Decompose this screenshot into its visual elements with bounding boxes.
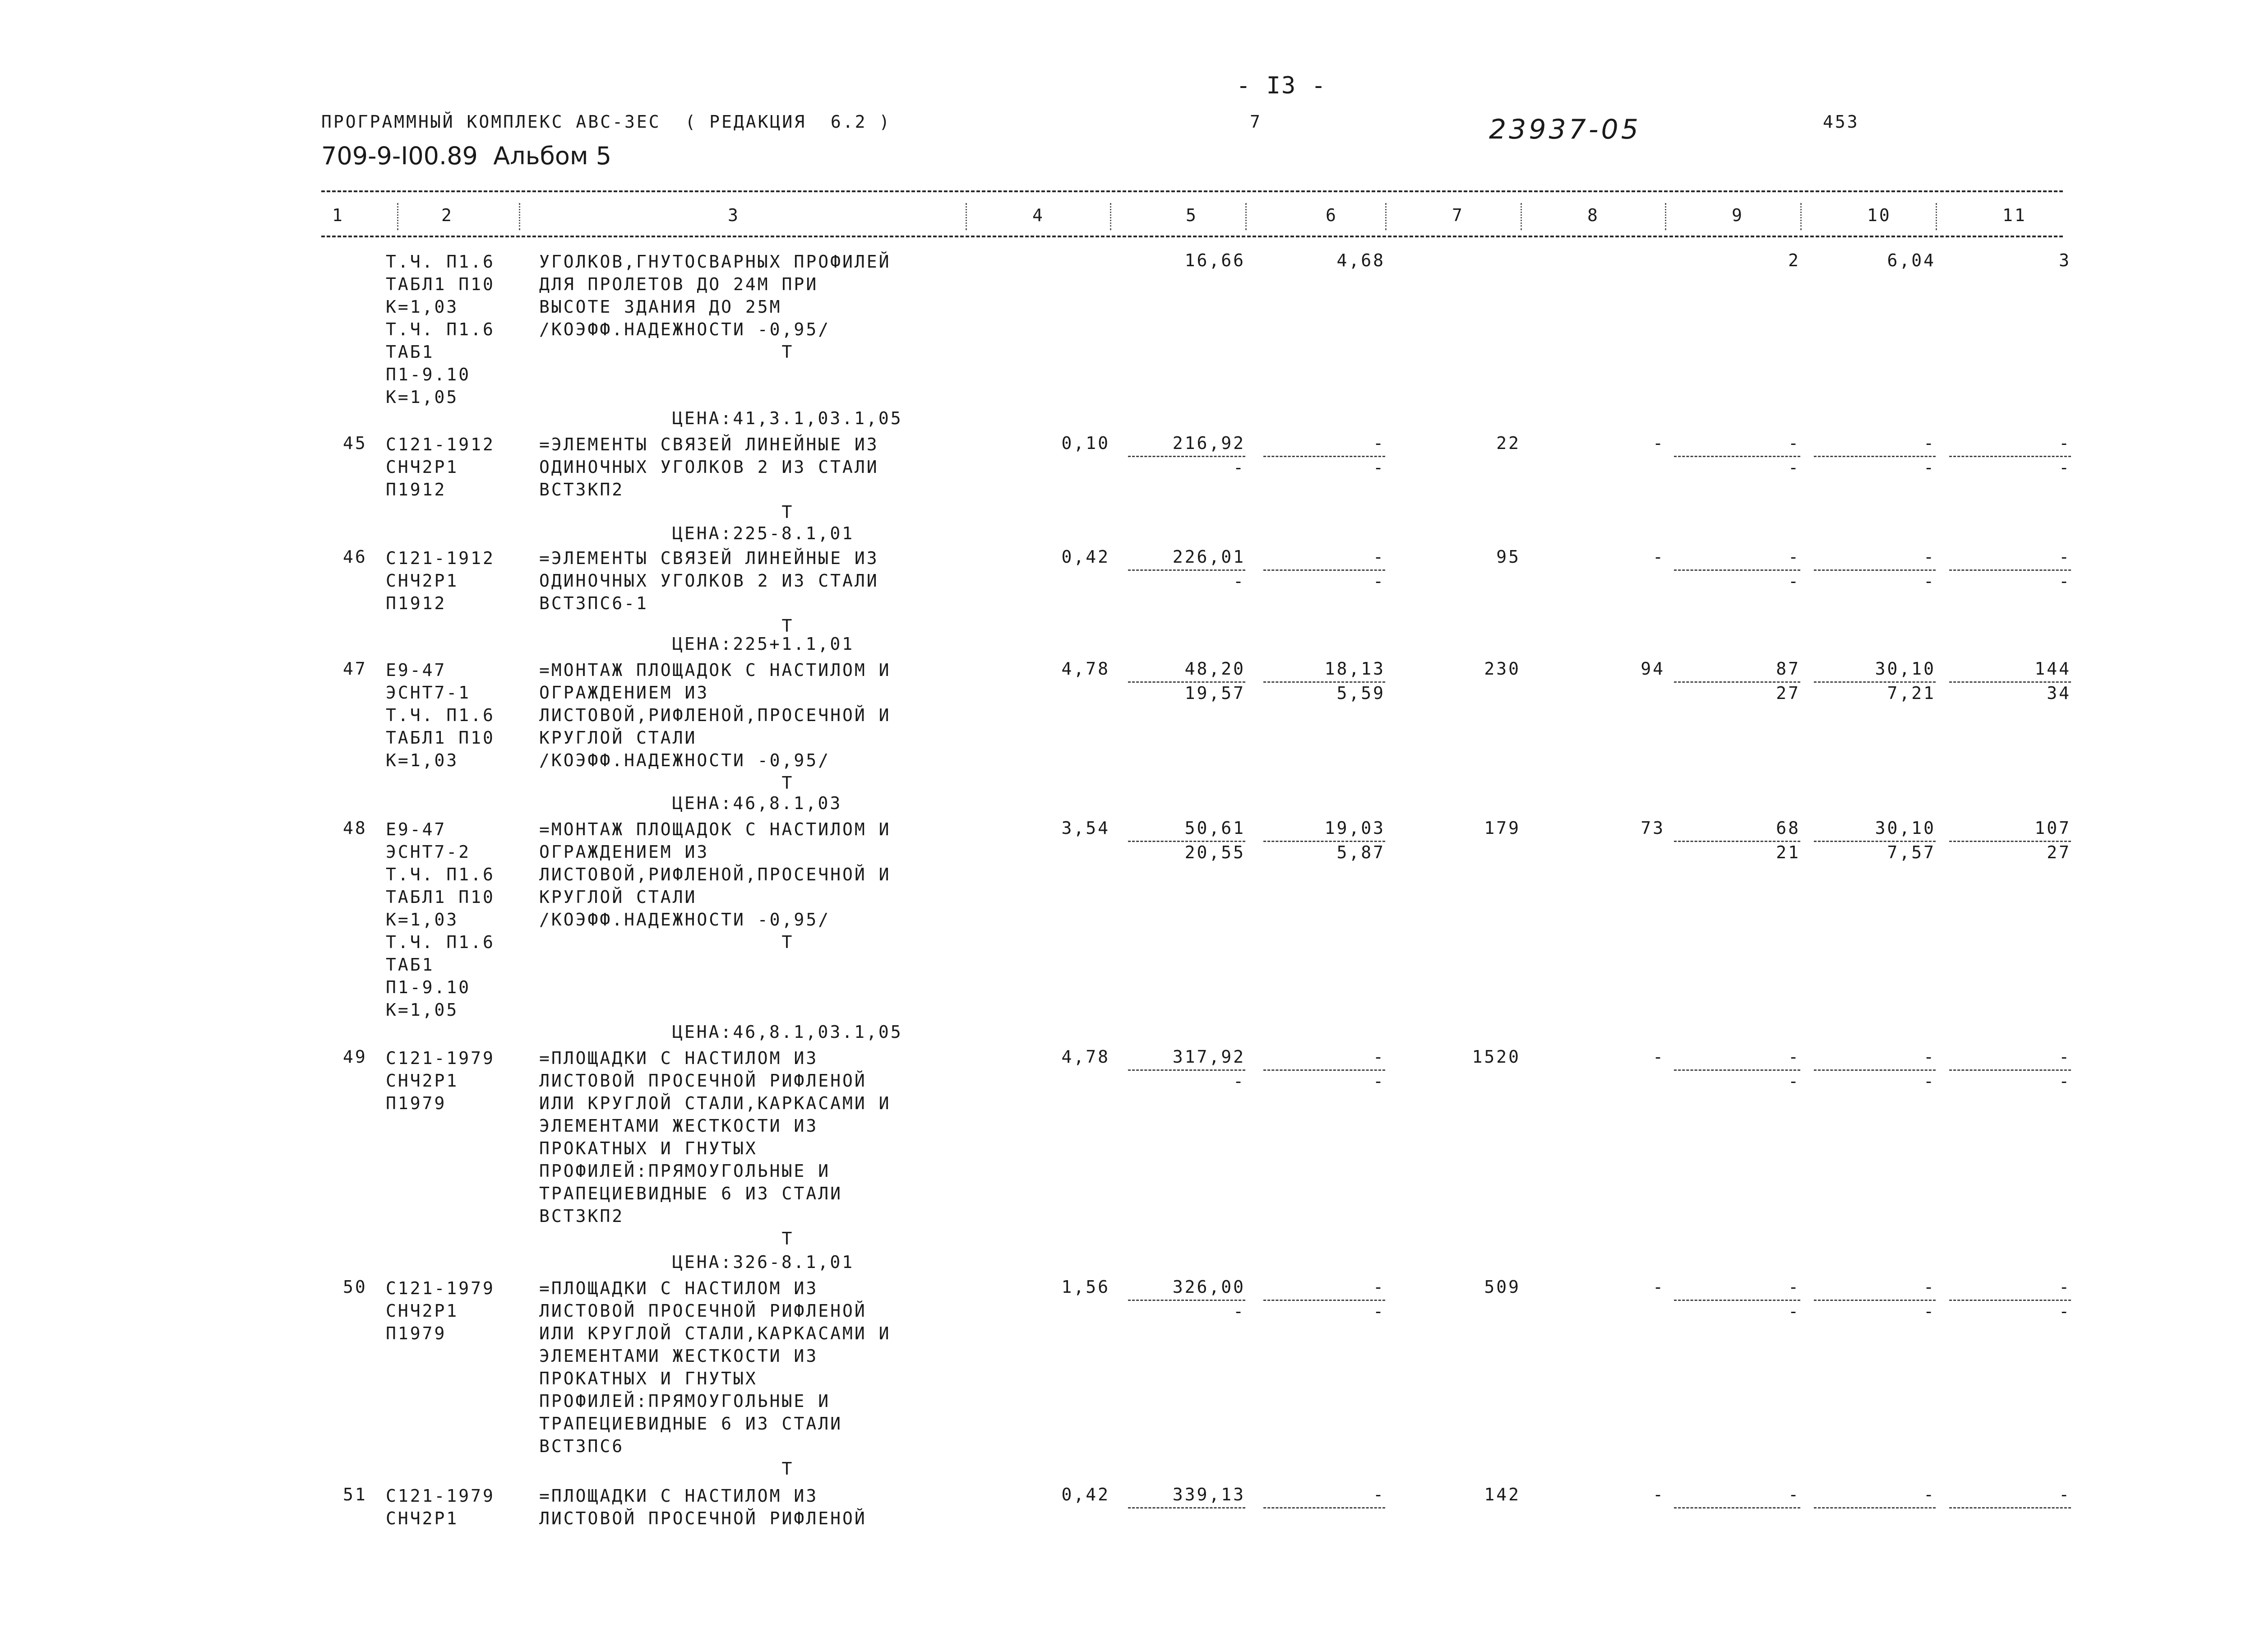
subtotal-rule [1814,681,1936,683]
work-description: УГОЛКОВ,ГНУТОСВАРНЫХ ПРОФИЛЕЙ ДЛЯ ПРОЛЕТОВ ДО 24М ПРИ ВЫСОТЕ ЗДАНИЯ ДО 25М /КОЭФФ.НАДЕЖНОСТИ -0,95/ Т [539,252,891,362]
subtotal-rule [1674,1069,1800,1071]
cell-col-4: 3,54 [1061,818,1110,838]
resource-code: С121-1912 СНЧ2Р1 П1912 [386,435,495,500]
cell-col-11: 107 [2034,818,2071,838]
column-header: 2 [441,205,453,225]
cell-col-11: - [2059,1485,2071,1504]
cell-col-7: 1520 [1472,1047,1521,1067]
sheet-number: 7 [1250,112,1262,132]
cell-col-11-second: 27 [2047,842,2071,862]
row-number: 46 [343,547,367,567]
subtotal-rule [1674,569,1800,571]
subtotal-rule [1128,456,1245,457]
cell-col-5-second: - [1233,571,1245,591]
resource-code: С121-1912 СНЧ2Р1 П1912 [386,548,495,613]
cell-col-11-second: - [2059,1071,2071,1091]
cell-col-4: 0,10 [1061,433,1110,453]
subtotal-rule [1674,841,1800,842]
subtotal-rule [1814,456,1936,457]
subtotal-rule [1128,1300,1245,1301]
subtotal-rule [1674,681,1800,683]
row-number: 45 [343,433,367,453]
subtotal-rule [1263,841,1385,842]
cell-col-6: 4,68 [1336,250,1385,270]
column-separator [1665,203,1666,230]
cell-col-10-second: - [1923,1301,1936,1321]
cell-col-5: 216,92 [1172,433,1245,453]
cell-col-10: - [1923,1277,1936,1297]
work-description: =ПЛОЩАДКИ С НАСТИЛОМ ИЗ ЛИСТОВОЙ ПРОСЕЧНОЙ РИФЛЕНОЙ [539,1486,867,1528]
cell-col-4: 0,42 [1061,1485,1110,1504]
cell-col-5-second: - [1233,1071,1245,1091]
cell-col-11-second: - [2059,1301,2071,1321]
column-header: 4 [1032,205,1045,225]
subtotal-rule [1128,1069,1245,1071]
cell-col-7: 179 [1484,818,1521,838]
cell-col-9: - [1788,433,1800,453]
column-separator [1800,203,1802,230]
price-line: ЦЕНА:41,3.1,03.1,05 [672,408,903,428]
cell-col-6: - [1373,547,1385,567]
subtotal-rule [1263,1300,1385,1301]
cell-col-6-second: 5,59 [1336,683,1385,703]
cell-col-5: 48,20 [1184,659,1245,679]
cell-col-7: 142 [1484,1485,1521,1504]
column-separator [397,203,398,230]
cell-col-10-second: - [1923,458,1936,477]
subtotal-rule [1674,456,1800,457]
cell-col-9-second: - [1788,571,1800,591]
cell-col-5: 317,92 [1172,1047,1245,1067]
subtotal-rule [1949,1300,2071,1301]
resource-code: С121-1979 СНЧ2Р1 [386,1486,495,1528]
cell-col-6-second: - [1373,458,1385,477]
column-separator [519,203,520,230]
subtotal-rule [1814,569,1936,571]
cell-col-10: - [1923,433,1936,453]
cell-col-11: 144 [2034,659,2071,679]
cell-col-6-second: - [1373,571,1385,591]
cell-col-10: - [1923,547,1936,567]
work-description: =МОНТАЖ ПЛОЩАДОК С НАСТИЛОМ И ОГРАЖДЕНИЕМ ИЗ ЛИСТОВОЙ,РИФЛЕНОЙ,ПРОСЕЧНОЙ И КРУГЛОЙ СТАЛИ /КОЭФФ.НАДЕЖНОСТИ -0,95/ Т [539,819,891,952]
cell-col-10: - [1923,1485,1936,1504]
cell-col-7: 509 [1484,1277,1521,1297]
page-number: - I3 - [1236,72,1327,99]
price-line: ЦЕНА:225+1.1,01 [672,634,855,654]
subtotal-rule [1949,841,2071,842]
cell-col-11-second: - [2059,458,2071,477]
resource-code: Т.Ч. П1.6 ТАБЛ1 П10 К=1,03 Т.Ч. П1.6 ТАБ1 П1-9.10 К=1,05 [386,252,495,407]
cell-col-8: - [1653,433,1665,453]
subtotal-rule [1128,681,1245,683]
cell-col-5: 326,00 [1172,1277,1245,1297]
table-top-rule [321,190,2063,192]
resource-code: Е9-47 ЭСНТ7-2 Т.Ч. П1.6 ТАБЛ1 П10 К=1,03 Т.Ч. П1.6 ТАБ1 П1-9.10 К=1,05 [386,819,495,1020]
cell-col-5: 339,13 [1172,1485,1245,1504]
cell-col-10: 30,10 [1875,818,1936,838]
cell-col-8: 94 [1641,659,1665,679]
cell-col-10-second: - [1923,1071,1936,1091]
cell-col-9: 87 [1776,659,1800,679]
cell-col-9-second: - [1788,458,1800,477]
cell-col-11: - [2059,547,2071,567]
subtotal-rule [1814,841,1936,842]
cell-col-8: 73 [1641,818,1665,838]
cell-col-6: - [1373,1485,1385,1504]
column-separator [1521,203,1522,230]
cell-col-11: - [2059,1047,2071,1067]
subtotal-rule [1263,456,1385,457]
cell-col-9: - [1788,1485,1800,1504]
cell-col-9-second: 21 [1776,842,1800,862]
cell-col-6-second: 5,87 [1336,842,1385,862]
row-number: 51 [343,1485,367,1504]
cell-col-4: 0,42 [1061,547,1110,567]
subtotal-rule [1128,569,1245,571]
cell-col-11: 3 [2059,250,2071,270]
column-separator [1245,203,1247,230]
cell-col-5-second: 19,57 [1184,683,1245,703]
cell-col-10: 30,10 [1875,659,1936,679]
subtotal-rule [1949,681,2071,683]
resource-code: С121-1979 СНЧ2Р1 П1979 [386,1278,495,1343]
column-header: 7 [1452,205,1464,225]
subtotal-rule [1814,1069,1936,1071]
subtotal-rule [1263,681,1385,683]
work-description: =ЭЛЕМЕНТЫ СВЯЗЕЙ ЛИНЕЙНЫЕ ИЗ ОДИНОЧНЫХ УГОЛКОВ 2 ИЗ СТАЛИ ВСТЗКП2 Т [539,435,879,522]
column-header: 5 [1186,205,1198,225]
column-header: 6 [1326,205,1338,225]
column-separator [1936,203,1937,230]
program-title: ПРОГРАММНЫЙ КОМПЛЕКС АВС-3ЕС ( РЕДАКЦИЯ 6.2 ) [321,112,892,132]
cell-col-5-second: 20,55 [1184,842,1245,862]
cell-col-6-second: - [1373,1071,1385,1091]
cell-col-5: 16,66 [1184,250,1245,270]
subtotal-rule [1263,1069,1385,1071]
price-line: ЦЕНА:46,8.1,03.1,05 [672,1022,903,1042]
cell-col-9: 68 [1776,818,1800,838]
table-header-rule [321,236,2063,237]
subtotal-rule [1814,1300,1936,1301]
cell-col-10: 6,04 [1887,250,1936,270]
code-453: 453 [1823,112,1859,132]
cell-col-8: - [1653,1485,1665,1504]
price-line: ЦЕНА:326-8.1,01 [672,1252,855,1272]
cell-col-10-second: 7,21 [1887,683,1936,703]
cell-col-9: - [1788,1277,1800,1297]
column-header: 1 [332,205,344,225]
document-code: 23937-05 [1489,114,1641,145]
column-header: 8 [1587,205,1600,225]
cell-col-5: 50,61 [1184,818,1245,838]
resource-code: Е9-47 ЭСНТ7-1 Т.Ч. П1.6 ТАБЛ1 П10 К=1,03 [386,660,495,770]
cell-col-7: 95 [1496,547,1521,567]
cell-col-5: 226,01 [1172,547,1245,567]
cell-col-4: 1,56 [1061,1277,1110,1297]
row-number: 48 [343,818,367,838]
row-number: 50 [343,1277,367,1297]
subtotal-rule [1128,1507,1245,1509]
cell-col-5-second: - [1233,458,1245,477]
cell-col-6-second: - [1373,1301,1385,1321]
row-number: 47 [343,659,367,679]
cell-col-9: 2 [1788,250,1800,270]
work-description: =ЭЛЕМЕНТЫ СВЯЗЕЙ ЛИНЕЙНЫЕ ИЗ ОДИНОЧНЫХ УГОЛКОВ 2 ИЗ СТАЛИ ВСТЗПС6-1 Т [539,548,879,636]
column-separator [966,203,967,230]
subtotal-rule [1674,1300,1800,1301]
subtotal-rule [1263,1507,1385,1509]
cell-col-11-second: 34 [2047,683,2071,703]
cell-col-6: - [1373,433,1385,453]
cell-col-8: - [1653,547,1665,567]
cell-col-4: 4,78 [1061,659,1110,679]
cell-col-10-second: 7,57 [1887,842,1936,862]
cell-col-5-second: - [1233,1301,1245,1321]
cell-col-10-second: - [1923,571,1936,591]
work-description: =ПЛОЩАДКИ С НАСТИЛОМ ИЗ ЛИСТОВОЙ ПРОСЕЧНОЙ РИФЛЕНОЙ ИЛИ КРУГЛОЙ СТАЛИ,КАРКАСАМИ И ЭЛЕМЕНТАМИ ЖЕСТКОСТИ ИЗ ПРОКАТНЫХ И ГНУТЫХ ПРОФИЛЕЙ:ПРЯМОУГОЛЬНЫЕ И ТРАПЕЦИЕВИДНЫЕ 6 ИЗ СТАЛИ ВСТЗКП2 Т [539,1048,891,1249]
column-separator [1110,203,1111,230]
subtotal-rule [1263,569,1385,571]
cell-col-11: - [2059,433,2071,453]
column-header: 10 [1867,205,1891,225]
cell-col-8: - [1653,1047,1665,1067]
price-line: ЦЕНА:46,8.1,03 [672,793,842,813]
cell-col-10: - [1923,1047,1936,1067]
project-title: 709-9-I00.89 Альбом 5 [321,142,612,170]
column-header: 11 [2002,205,2027,225]
column-header: 9 [1732,205,1744,225]
cell-col-9-second: - [1788,1071,1800,1091]
cell-col-9-second: 27 [1776,683,1800,703]
subtotal-rule [1814,1507,1936,1509]
subtotal-rule [1949,1069,2071,1071]
cell-col-6: - [1373,1277,1385,1297]
cell-col-11: - [2059,1277,2071,1297]
work-description: =ПЛОЩАДКИ С НАСТИЛОМ ИЗ ЛИСТОВОЙ ПРОСЕЧНОЙ РИФЛЕНОЙ ИЛИ КРУГЛОЙ СТАЛИ,КАРКАСАМИ И ЭЛЕМЕНТАМИ ЖЕСТКОСТИ ИЗ ПРОКАТНЫХ И ГНУТЫХ ПРОФИЛЕЙ:ПРЯМОУГОЛЬНЫЕ И ТРАПЕЦИЕВИДНЫЕ 6 ИЗ СТАЛИ ВСТЗПС6 Т [539,1278,891,1479]
cell-col-9-second: - [1788,1301,1800,1321]
cell-col-9: - [1788,547,1800,567]
column-header: 3 [728,205,740,225]
subtotal-rule [1949,569,2071,571]
cell-col-7: 22 [1496,433,1521,453]
cell-col-7: 230 [1484,659,1521,679]
subtotal-rule [1674,1507,1800,1509]
cell-col-11-second: - [2059,571,2071,591]
resource-code: С121-1979 СНЧ2Р1 П1979 [386,1048,495,1113]
price-line: ЦЕНА:225-8.1,01 [672,523,855,543]
cell-col-9: - [1788,1047,1800,1067]
cell-col-6: 19,03 [1324,818,1385,838]
work-description: =МОНТАЖ ПЛОЩАДОК С НАСТИЛОМ И ОГРАЖДЕНИЕМ ИЗ ЛИСТОВОЙ,РИФЛЕНОЙ,ПРОСЕЧНОЙ И КРУГЛОЙ СТАЛИ /КОЭФФ.НАДЕЖНОСТИ -0,95/ Т [539,660,891,793]
cell-col-8: - [1653,1277,1665,1297]
row-number: 49 [343,1047,367,1067]
cell-col-6: 18,13 [1324,659,1385,679]
cell-col-6: - [1373,1047,1385,1067]
subtotal-rule [1128,841,1245,842]
subtotal-rule [1949,456,2071,457]
cell-col-4: 4,78 [1061,1047,1110,1067]
column-separator [1385,203,1387,230]
subtotal-rule [1949,1507,2071,1509]
